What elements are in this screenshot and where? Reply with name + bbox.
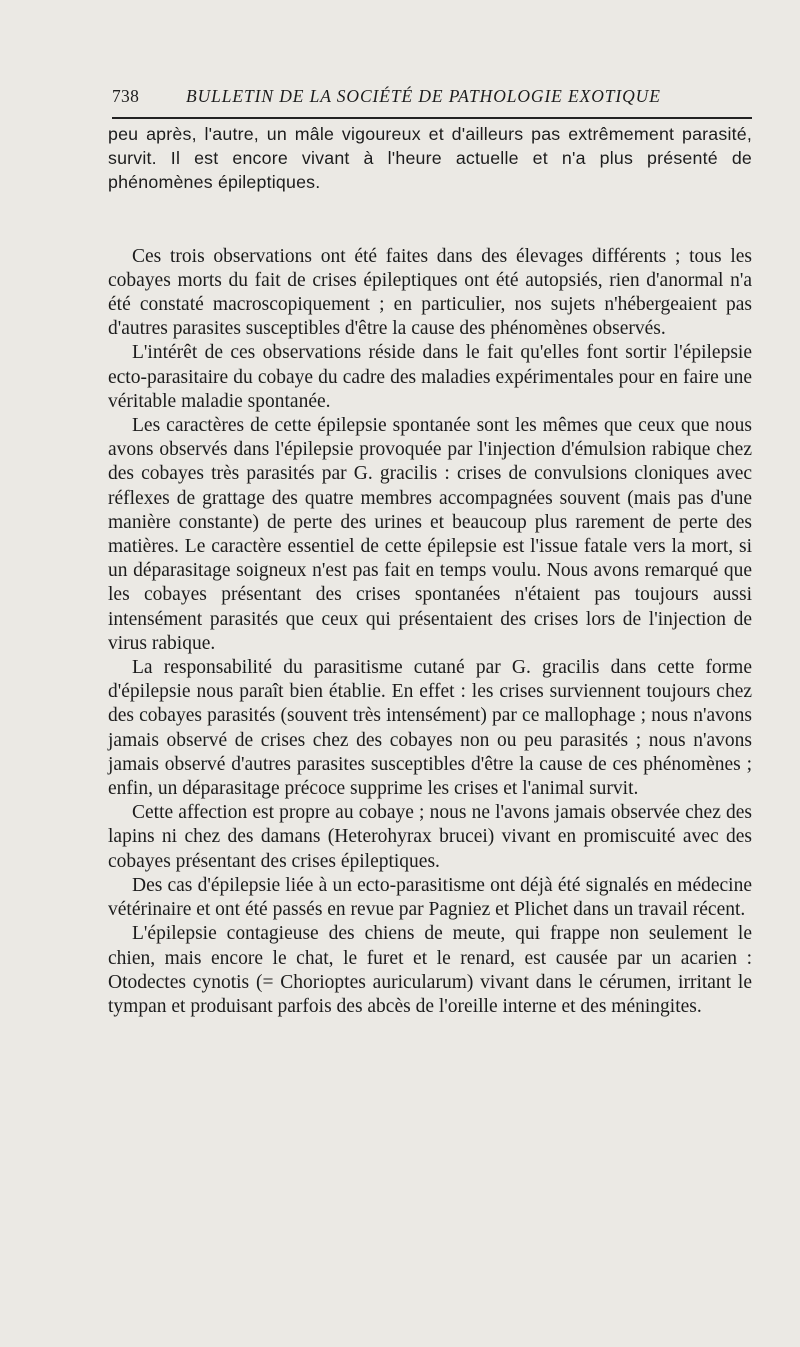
section-gap (108, 195, 752, 245)
paragraph: peu après, l'autre, un mâle vigoureux et d'ailleurs pas extrêmement parasité, survit. Il est encore vivant à l'heure actuelle et n'a plus présenté de phénomènes épileptiques. (108, 124, 752, 193)
paragraph: Les caractères de cette épilepsie spontanée sont les mêmes que ceux que nous avons observés dans l'épilepsie provoquée par l'injection d'émulsion rabique chez des cobayes très parasités par G. gracilis : crises de convulsions cloniques avec réflexes de grattage des quatre membres accompagnées souvent (mais pas d'une manière constante) de perte des urines et beaucoup plus rarement de perte des matières. Le caractère essentiel de cette épilepsie est l'issue fatale vers la mort, si un déparasitage soigneux n'est pas fait en temps voulu. Nous avons remarqué que les cobayes présentant des crises spontanées n'étaient pas toujours aussi intensément parasités que ceux qui présentaient des crises lors de l'injection de virus rabique. (108, 415, 752, 654)
paragraph: L'intérêt de ces observations réside dans le fait qu'elles font sortir l'épilepsie ecto-parasitaire du cobaye du cadre des maladies expérimentales pour en faire une véritable maladie spontanée. (108, 342, 752, 412)
page-number: 738 (112, 86, 140, 106)
header-rule (112, 117, 752, 119)
paragraph: Cette affection est propre au cobaye ; nous ne l'avons jamais observée chez des lapins ni chez des damans (Heterohyrax brucei) vivant en promiscuité avec des cobayes présentant des crises épileptiques. (108, 802, 752, 872)
body-text (108, 122, 752, 1019)
running-title: BULLETIN DE LA SOCIÉTÉ DE PATHOLOGIE EXOTIQUE (186, 86, 661, 106)
paragraph: Des cas d'épilepsie liée à un ecto-parasitisme ont déjà été signalés en médecine vétérinaire et ont été passés en revue par Pagniez et Plichet dans un travail récent. (108, 874, 752, 921)
paragraph: La responsabilité du parasitisme cutané par G. gracilis dans cette forme d'épilepsie nous paraît bien établie. En effet : les crises surviennent toujours chez des cobayes parasités (souvent très intensément) par ce mallophage ; nous n'avons jamais observé de crises chez des cobayes non ou peu parasités ; nous n'avons jamais observé d'autres parasites susceptibles d'être la cause de ces phénomènes ; enfin, un déparasitage précoce supprime les crises et l'animal survit. (108, 657, 752, 800)
paragraph: Ces trois observations ont été faites dans des élevages différents ; tous les cobayes morts du fait de crises épileptiques ont été autopsiés, rien d'anormal n'a été constaté macroscopiquement ; en particulier, nos sujets n'hébergeaient pas d'autres parasites susceptibles d'être la cause des phénomènes observés. (108, 245, 752, 340)
running-header (112, 86, 752, 107)
paragraph: L'épilepsie contagieuse des chiens de meute, qui frappe non seulement le chien, mais encore le chat, le furet et le renard, est causée par un acarien : Otodectes cynotis (= Chorioptes auricularum) vivant dans le cérumen, irritant le tympan et produisant parfois des abcès de l'oreille interne et des méningites. (108, 923, 752, 1017)
